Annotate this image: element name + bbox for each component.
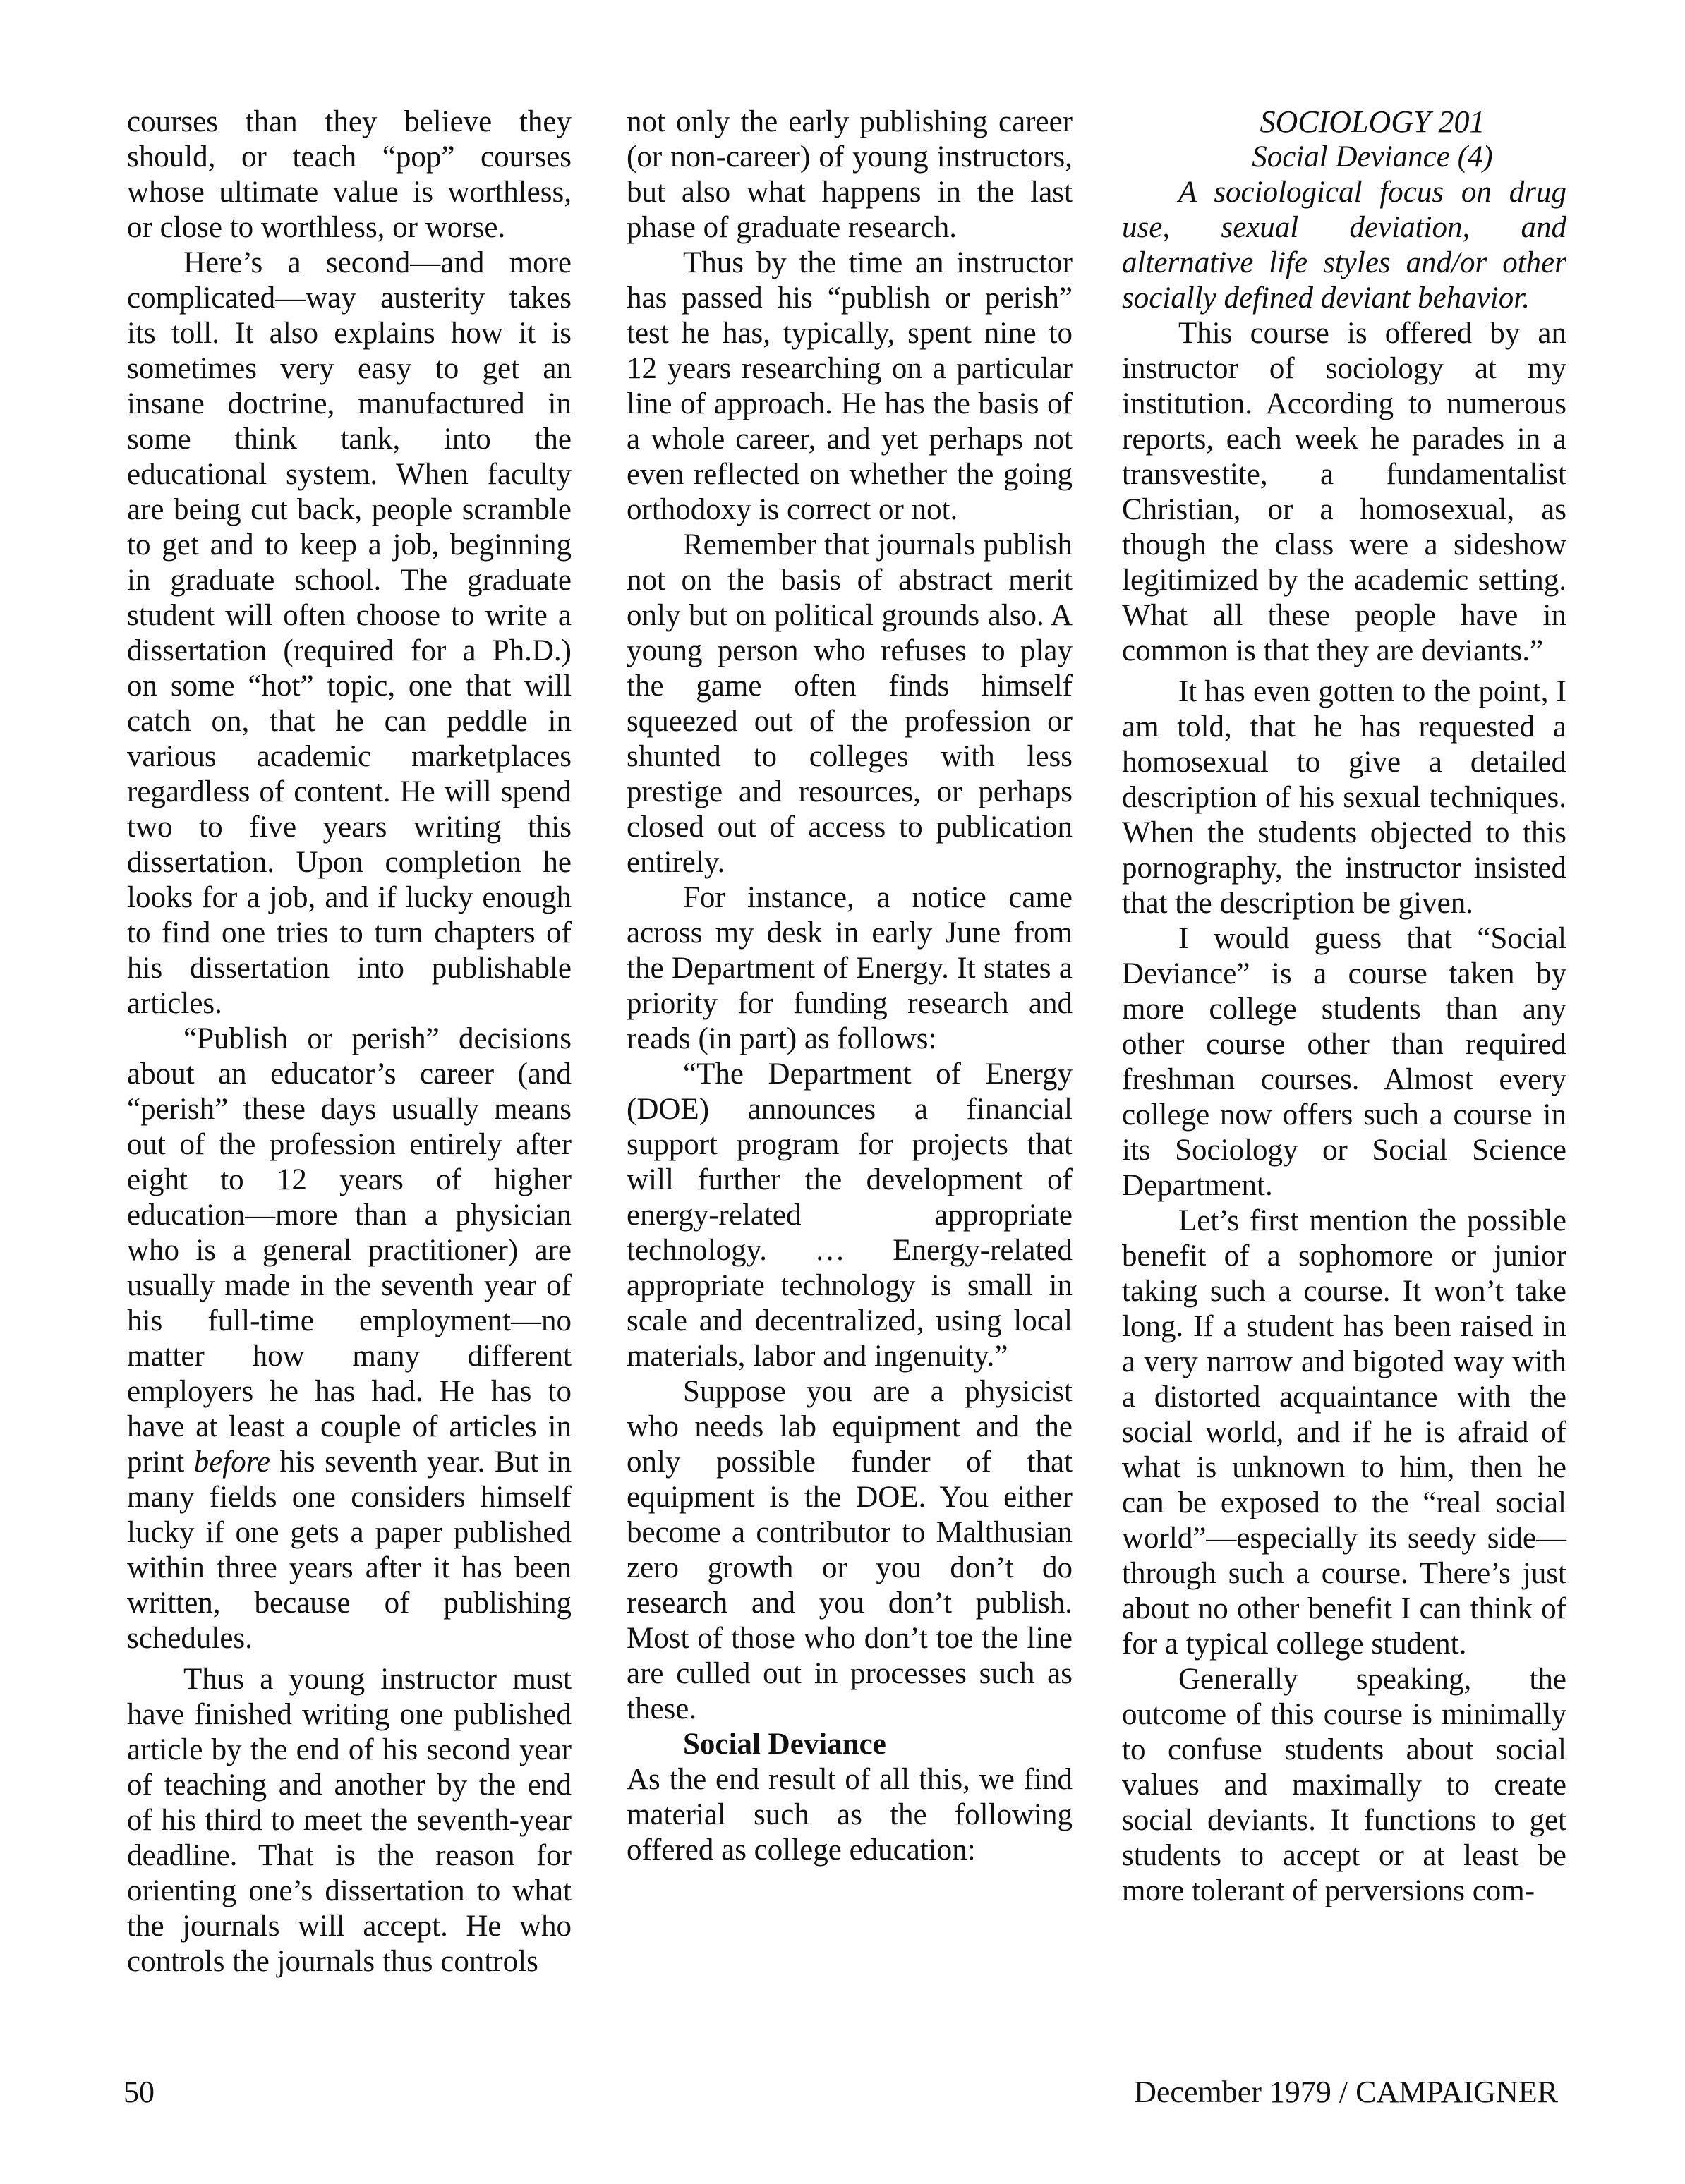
paragraph: This course is offered by an instructor of sociology at my institution. According to numerous reports, each week he parades in a transvestite, a fundamentalist Christian, or a homosexual, as though the class were a sideshow legitimized by the academic setting. What all these people have in common is that they are deviants.” bbox=[1122, 317, 1566, 667]
column-right bbox=[1122, 104, 1566, 1909]
column-left bbox=[127, 104, 572, 1979]
paragraph: courses than they believe they should, or teach “pop” courses whose ultimate value is worthless, or close to worthless, or worse. bbox=[127, 105, 572, 244]
paragraph bbox=[127, 1021, 572, 1656]
paragraph: Remember that journals publish not on the basis of abstract merit only but on political grounds also. A young person who refuses to play the game often finds himself squeezed out of the profession or shunted to colleges with less prestige and resources, or perhaps closed out of access to publication entirely. bbox=[627, 528, 1073, 879]
paragraph: Let’s first mention the possible benefit of a sophomore or junior taking such a course. It won’t take long. If a student has been raised in a very narrow and bigoted way with a distorted acquaintance with the social world, and if he is afraid of what is unknown to him, then he can be exposed to the “real social world”—especially its seedy side—through such a course. There’s just about no other benefit I can think of for a typical college student. bbox=[1122, 1204, 1566, 1661]
paragraph: Generally speaking, the outcome of this course is minimally to confuse students about social values and maximally to create social deviants. It functions to get students to accept or at least be more tolerant of perversions com- bbox=[1122, 1663, 1566, 1907]
emphasis-text: before bbox=[193, 1445, 270, 1479]
paragraph: not only the early publishing career (or non-career) of young instructors, but also what happens in the last phase of graduate research. bbox=[627, 105, 1073, 244]
paragraph: It has even gotten to the point, I am told, that he has requested a homosexual to give a detailed description of his sexual techniques. When the students objected to this pornography, the instructor insisted that the description be given. bbox=[1122, 675, 1566, 920]
paragraph: I would guess that “Social Deviance” is a course taken by more college students than any other course other than required freshman courses. Almost every college now offers such a course in its Sociology or Social Science Department. bbox=[1122, 922, 1566, 1202]
paragraph: Thus a young instructor must have finished writing one published article by the end of his second year of teaching and another by the end of his third to meet the seventh-year deadline. That is the reason for orienting one’s dissertation to what the journals will accept. He who controls the journals thus controls bbox=[127, 1663, 572, 1978]
page-footer: December 1979 / CAMPAIGNER bbox=[1134, 2075, 1558, 2109]
column-middle bbox=[627, 104, 1073, 1868]
paragraph-text: his seventh year. But in many fields one considers himself lucky if one gets a paper published within three years after it has been written, because of publishing schedules. bbox=[127, 1445, 572, 1655]
paragraph-text: “Publish or perish” decisions about an educator’s career (and “perish” these days usually means out of the profession entirely after eight to 12 years of higher education—more than a physician who is a general practitioner) are usually made in the seventh year of his full-time employment—no matter how many different employers he has had. He has to have at least a couple of articles in print bbox=[127, 1022, 572, 1479]
paragraph: Thus by the time an instructor has passed his “publish or perish” test he has, typically, spent nine to 12 years researching on a particular line of approach. He has the basis of a whole career, and yet perhaps not even reflected on whether the going orthodoxy is correct or not. bbox=[627, 246, 1073, 526]
section-heading: Social Deviance bbox=[683, 1728, 886, 1761]
course-subtitle: Social Deviance (4) bbox=[1252, 140, 1493, 174]
quoted-notice: “The Department of Energy (DOE) announces a financial support program for projects that will further the development of energy-related appropriate technology. … Energy-related appropriate technology is small in scale and decentralized, using local materials, labor and ingenuity.” bbox=[627, 1057, 1073, 1373]
paragraph: Suppose you are a physicist who needs lab equipment and the only possible funder of that equipment is the DOE. You either become a contributor to Malthusian zero growth or you don’t do research and you don’t publish. Most of those who don’t toe the line are culled out in processes such as these. bbox=[627, 1375, 1073, 1725]
paragraph: As the end result of all this, we find material such as the following offered as college education: bbox=[627, 1763, 1073, 1867]
course-description: A sociological focus on drug use, sexual deviation, and alternative life styles and/or other socially defined deviant behavior. bbox=[1122, 176, 1566, 315]
paragraph: For instance, a notice came across my desk in early June from the Department of Energy. It states a priority for funding research and reads (in part) as follows: bbox=[627, 881, 1073, 1055]
page-number: 50 bbox=[123, 2075, 155, 2109]
paragraph: Here’s a second—and more complicated—way austerity takes its toll. It also explains how it is sometimes very easy to get an insane doctrine, manufactured in some think tank, into the educational system. When faculty are being cut back, people scramble to get and to keep a job, beginning in graduate school. The graduate student will often choose to write a dissertation (required for a Ph.D.) on some “hot” topic, one that will catch on, that he can peddle in various academic marketplaces regardless of content. He will spend two to five years writing this dissertation. Upon completion he looks for a job, and if lucky enough to find one tries to turn chapters of his dissertation into publishable articles. bbox=[127, 246, 572, 1020]
course-title: SOCIOLOGY 201 bbox=[1260, 104, 1485, 139]
